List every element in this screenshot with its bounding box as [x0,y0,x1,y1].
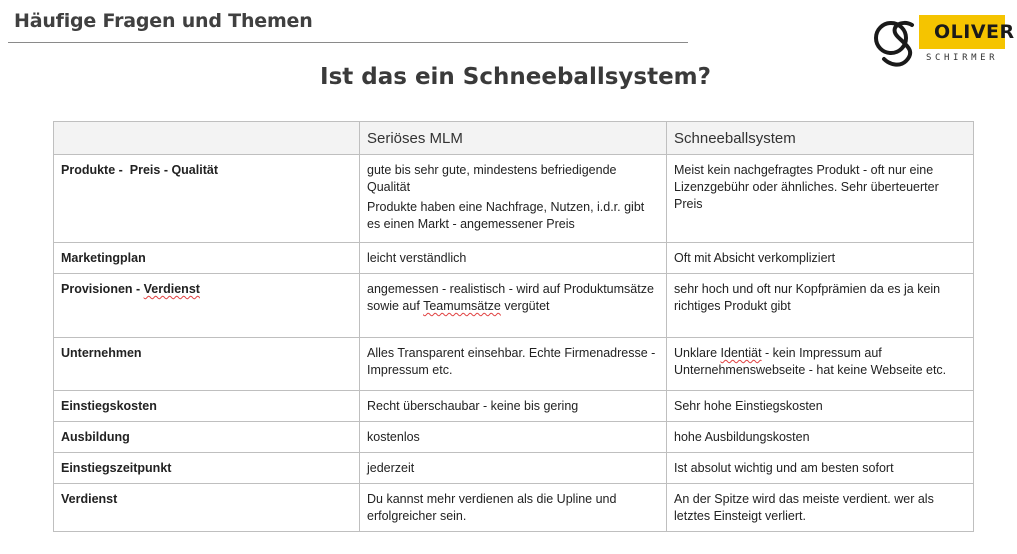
mlm-cell [360,274,667,338]
mlm-cell: Du kannst mehr verdienen als die Upline und erfolgreicher sein. [360,484,667,532]
mlm-cell: kostenlos [360,422,667,453]
mlm-cell: Alles Transparent einsehbar. Echte Firmenadresse - Impressum etc. [360,338,667,391]
table-row [54,484,974,532]
table-row [54,338,974,391]
header-empty-cell [54,122,360,155]
schneeball-cell: An der Spitze wird das meiste verdient. wer als letztes Einsteigt verliert. [667,484,974,532]
row-label: Verdienst [54,484,360,532]
table-header-row [54,122,974,155]
schneeball-cell: Ist absolut wichtig und am besten sofort [667,453,974,484]
row-label: Ausbildung [54,422,360,453]
schneeball-cell: Oft mit Absicht verkompliziert [667,243,974,274]
mlm-cell: leicht verständlich [360,243,667,274]
logo-name: OLIVER [934,21,1015,43]
row-label-part: Verdienst [143,282,200,296]
schneeball-text-part: - kein Impressum auf Unternehmenswebseite - hat keine Webseite etc. [674,346,947,377]
schneeball-cell: sehr hoch und oft nur Kopfprämien da es ja kein richtiges Produkt gibt [667,274,974,338]
schneeball-text-part: Unklare [674,346,721,360]
table-row [54,243,974,274]
row-label-part: Preis - Qualität [129,163,218,177]
header-mlm: Seriöses MLM [360,122,667,155]
mlm-cell [360,155,667,243]
row-label: Einstiegskosten [54,391,360,422]
row-label [54,274,360,338]
schneeball-cell: hohe Ausbildungskosten [667,422,974,453]
logo-subtitle: SCHIRMER [926,53,999,63]
comparison-table [53,121,974,532]
schneeball-cell [667,338,974,391]
row-label [54,155,360,243]
table-row [54,422,974,453]
row-label-part: Provisionen - [61,282,144,296]
row-label: Einstiegszeitpunkt [54,453,360,484]
mlm-line: gute bis sehr gute, mindestens befriedigende Qualität [367,163,617,194]
mlm-cell: jederzeit [360,453,667,484]
mlm-cell: Recht überschaubar - keine bis gering [360,391,667,422]
schneeball-cell: Meist kein nachgefragtes Produkt - oft nur eine Lizenzgebühr oder ähnliches. Sehr überteuerter Preis [667,155,974,243]
mlm-text-part: vergütet [500,299,550,313]
schneeball-text-part: Identiät [720,346,762,360]
header-schneeball: Schneeballsystem [667,122,974,155]
row-label: Marketingplan [54,243,360,274]
mlm-text-part: Teamumsätze [423,299,501,313]
section-divider [8,42,688,43]
mlm-text-part: angemessen - realistisch - wird auf Produktumsätze sowie auf [367,282,654,313]
section-title: Häufige Fragen und Themen [14,10,313,32]
row-label-part: Produkte - [61,163,130,177]
table-row [54,274,974,338]
table-row [54,155,974,243]
row-label: Unternehmen [54,338,360,391]
page-title: Ist das ein Schneeballsystem? [320,64,711,90]
table-row [54,453,974,484]
mlm-line: Produkte haben eine Nachfrage, Nutzen, i.d.r. gibt es einen Markt - angemessener Preis [367,200,645,231]
table-row [54,391,974,422]
schneeball-cell: Sehr hohe Einstiegskosten [667,391,974,422]
os-monogram-icon [872,13,924,71]
